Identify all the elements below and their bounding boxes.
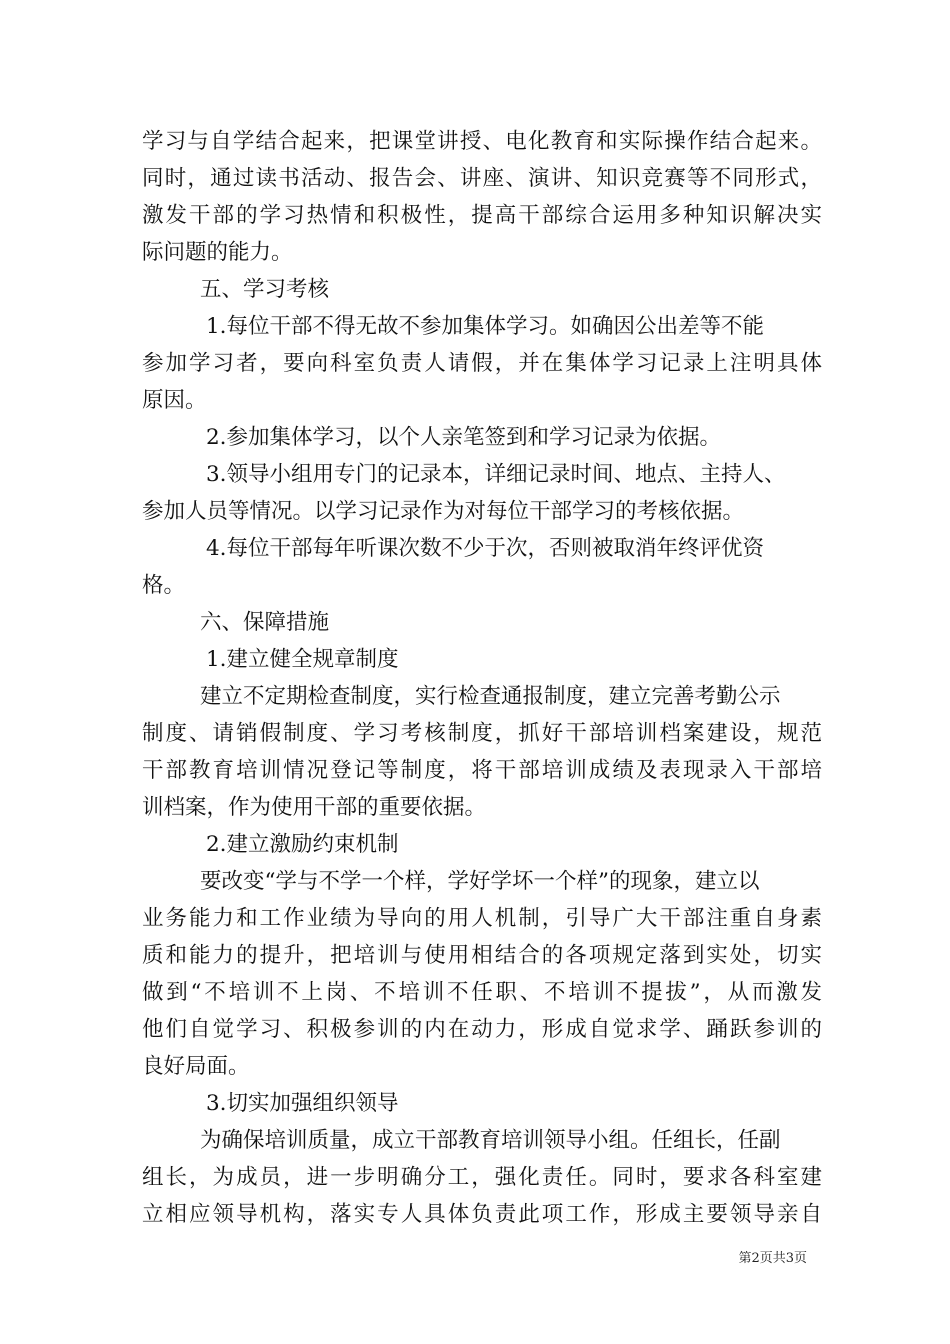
text-line: 他们自觉学习、积极参训的内在动力，形成自觉求学、踊跃参训的 xyxy=(142,1017,822,1042)
text-line: 良好局面。 xyxy=(142,1054,250,1079)
text-line: 参加人员等情况。以学习记录作为对每位干部学习的考核依据。 xyxy=(142,499,745,524)
text-line: 立相应领导机构，落实专人具体负责此项工作，形成主要领导亲自 xyxy=(142,1202,822,1227)
text-line: 组长，为成员，进一步明确分工，强化责任。同时，要求各科室建 xyxy=(142,1165,822,1190)
text-line: 建立不定期检查制度，实行检查通报制度，建立完善考勤公示 xyxy=(200,684,781,709)
subsection-heading: 2.建立激励约束机制 xyxy=(206,832,399,857)
subsection-heading: 1.建立健全规章制度 xyxy=(206,647,399,672)
text-line: 做到“不培训不上岗、不培训不任职、不培训不提拔”，从而激发 xyxy=(142,980,822,1005)
text-line: 4.每位干部每年听课次数不少于次，否则被取消年终评优资 xyxy=(206,536,765,561)
text-line: 制度、请销假制度、学习考核制度，抓好干部培训档案建设，规范 xyxy=(142,721,822,746)
subsection-heading: 3.切实加强组织领导 xyxy=(206,1091,399,1116)
text-line: 学习与自学结合起来，把课堂讲授、电化教育和实际操作结合起来。 xyxy=(142,129,822,154)
text-line: 业务能力和工作业绩为导向的用人机制，引导广大干部注重自身素 xyxy=(142,906,822,931)
body-text xyxy=(142,123,822,1233)
text-line: 3.领导小组用专门的记录本，详细记录时间、地点、主持人、 xyxy=(206,462,786,487)
text-line: 际问题的能力。 xyxy=(142,240,293,265)
text-line: 格。 xyxy=(142,573,186,598)
text-line: 1.每位干部不得无故不参加集体学习。如确因公出差等不能 xyxy=(206,314,765,339)
text-line: 同时，通过读书活动、报告会、讲座、演讲、知识竞赛等不同形式， xyxy=(142,166,822,191)
section-heading: 六、保障措施 xyxy=(200,610,330,635)
text-line: 质和能力的提升，把培训与使用相结合的各项规定落到实处，切实 xyxy=(142,943,822,968)
text-line: 2.参加集体学习，以个人亲笔签到和学习记录为依据。 xyxy=(206,425,722,450)
text-line: 干部教育培训情况登记等制度，将干部培训成绩及表现录入干部培 xyxy=(142,758,822,783)
text-line: 训档案，作为使用干部的重要依据。 xyxy=(142,795,487,820)
text-line: 激发干部的学习热情和积极性，提高干部综合运用多种知识解决实 xyxy=(142,203,822,228)
text-line: 参加学习者，要向科室负责人请假，并在集体学习记录上注明具体 xyxy=(142,351,822,376)
text-line: 原因。 xyxy=(142,388,207,413)
page-number: 第2页共3页 xyxy=(738,1251,807,1266)
section-heading: 五、学习考核 xyxy=(200,277,330,302)
text-line: 为确保培训质量，成立干部教育培训领导小组。任组长，任副 xyxy=(200,1128,781,1153)
text-line: 要改变“学与不学一个样，学好学坏一个样”的现象，建立以 xyxy=(200,869,760,894)
